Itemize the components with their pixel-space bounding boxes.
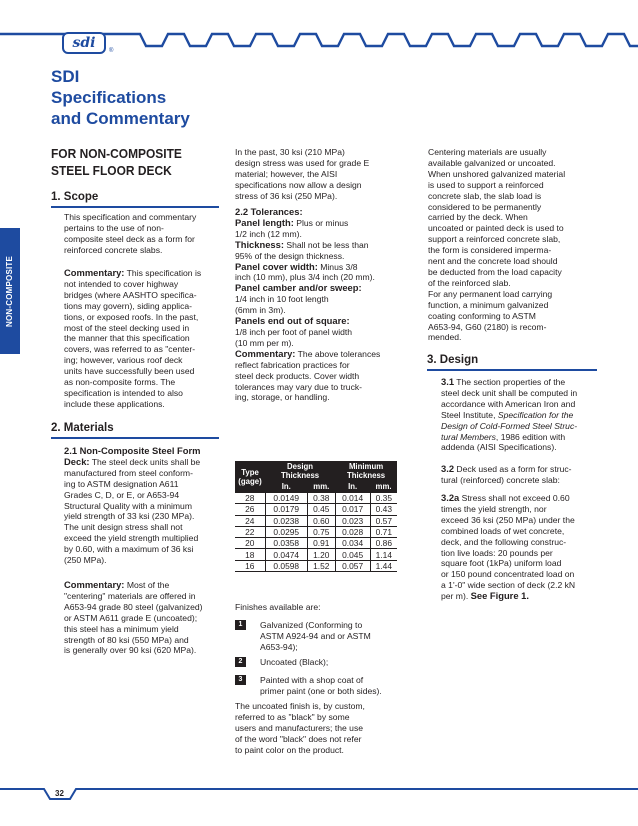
table-cell: 0.028 bbox=[335, 526, 370, 537]
table-row bbox=[235, 560, 397, 571]
table-cell: 0.71 bbox=[370, 526, 397, 537]
table-cell: 24 bbox=[235, 515, 265, 526]
table-cell: 0.034 bbox=[335, 538, 370, 549]
table-subheader: In. bbox=[265, 481, 307, 493]
table-cell: 0.0598 bbox=[265, 560, 307, 571]
table-cell: 0.57 bbox=[370, 515, 397, 526]
table-row bbox=[235, 515, 397, 526]
table-row bbox=[235, 493, 397, 504]
table-cell: 22 bbox=[235, 526, 265, 537]
right-intro: Centering materials are usually available galvanized or uncoated. When unshored galvanized material is used to support a reinforced concrete slab, the slab load is considered to be permanently carried by the deck. When uncoated or painted deck is used to support a reinforced concrete slab, the form is considered imperma- nent and the concrete load should be deducted from the load capacity of the reinforced slab. For any permanent load carrying function, a minimum galvanized coating conforming to ASTM A653-94, G60 (2180) is recom- mended. bbox=[428, 147, 566, 343]
table-header-design: Design Thickness bbox=[265, 461, 335, 481]
finish-item: Galvanized (Conforming to ASTM A924-94 and or ASTM A653-94); bbox=[260, 620, 371, 652]
materials-commentary: Commentary: Most of the "centering" materials are offered in A653-94 grade 80 steel (galvanized) or ASTM A611 grade E (uncoated); this steel has a minimum yield strength of 80 ksi (550 MPa) and is generally over 90 ksi (620 MPa). bbox=[64, 579, 203, 656]
design-31: 3.1 The section properties of the steel deck unit shall be computed in accordance with American Iron and Steel Institute, Specification for the Design of Cold-Formed Steel Struc- tural Members, 1986 edition with addenda (AISI Specifications). bbox=[441, 376, 578, 453]
table-cell: 0.0149 bbox=[265, 493, 307, 504]
page-subtitle: FOR NON-COMPOSITE STEEL FLOOR DECK bbox=[51, 146, 182, 178]
table-cell: 20 bbox=[235, 538, 265, 549]
design-32a: 3.2a Stress shall not exceed 0.60 times the yield strength, nor exceed 36 ksi (250 MPa) under the combined loads of wet concrete, deck, and the following construc- tion live loads: 20 pounds per square foot (1kPa) uniform load or 150 pound concentrated load on a 1'-0" wide section of deck (2.2 kN per m). See Figure 1. bbox=[441, 492, 576, 602]
table-cell: 1.20 bbox=[307, 549, 335, 560]
table-cell: 16 bbox=[235, 560, 265, 571]
table-row bbox=[235, 549, 397, 560]
thickness-table bbox=[235, 461, 397, 572]
materials-text: 2.1 Non-Composite Steel Form Deck: The steel deck units shall be manufactured from steel conform- ing to ASTM designation A611 Grades C, D, or E, or A653-94 Structural Quality with a minimum yield strength of 33 ksi (230 MPa). The unit design stress shall not exceed the yield strength multiplied by 0.60, with a maximum of 36 ksi (250 MPa). bbox=[64, 445, 201, 566]
table-cell: 28 bbox=[235, 493, 265, 504]
table-cell: 0.35 bbox=[370, 493, 397, 504]
table-cell: 1.52 bbox=[307, 560, 335, 571]
page-title: SDI Specifications and Commentary bbox=[51, 67, 190, 128]
table-cell: 0.023 bbox=[335, 515, 370, 526]
scope-commentary: Commentary: This specification is not intended to cover highway bridges (where AASHTO specifica- tions may govern), siding applica- tions, or exposed roofs. In the past, most of the steel decking used in the manner that this specification covers, was referred to as "center- ing; however, various roof deck units have successfully been used as non-composite forms. The specification is intended to also include these applications. bbox=[64, 267, 202, 409]
table-cell: 0.0358 bbox=[265, 538, 307, 549]
table-cell: 0.0238 bbox=[265, 515, 307, 526]
table-cell: 0.91 bbox=[307, 538, 335, 549]
table-subheader: In. bbox=[335, 481, 370, 493]
finish-number-badge: 3 bbox=[235, 675, 246, 685]
page-number: 32 bbox=[55, 789, 64, 798]
table-row bbox=[235, 538, 397, 549]
design-heading: 3. Design bbox=[427, 354, 479, 366]
table-cell: 0.0295 bbox=[265, 526, 307, 537]
table-body bbox=[235, 493, 397, 572]
footer-rule-icon bbox=[0, 787, 638, 801]
table-cell: 0.60 bbox=[307, 515, 335, 526]
scope-text: This specification and commentary pertains to the use of non- composite steel deck as a form for reinforced concrete slabs. bbox=[64, 212, 197, 255]
table-cell: 0.0474 bbox=[265, 549, 307, 560]
registered-mark: ® bbox=[109, 48, 114, 54]
table-cell: 0.045 bbox=[335, 549, 370, 560]
scope-heading: 1. Scope bbox=[51, 191, 99, 203]
scope-rule bbox=[51, 206, 219, 208]
finish-item: Painted with a shop coat of primer paint (one or both sides). bbox=[260, 675, 382, 696]
table-cell: 0.017 bbox=[335, 504, 370, 515]
design-32: 3.2 Deck used as a form for struc- tural (reinforced) concrete slab: bbox=[441, 463, 572, 485]
table-cell: 0.0179 bbox=[265, 504, 307, 515]
table-cell: 0.057 bbox=[335, 560, 370, 571]
table-cell: 1.14 bbox=[370, 549, 397, 560]
table-cell: 0.38 bbox=[307, 493, 335, 504]
table-cell: 26 bbox=[235, 504, 265, 515]
table-row bbox=[235, 504, 397, 515]
table-subheader: mm. bbox=[370, 481, 397, 493]
materials-heading: 2. Materials bbox=[51, 422, 114, 434]
finishes-intro: Finishes available are: bbox=[235, 602, 321, 612]
sdi-logo: sdi bbox=[62, 32, 106, 54]
side-tab-label: NON-COMPOSITE bbox=[5, 255, 15, 327]
table-cell: 0.43 bbox=[370, 504, 397, 515]
design-rule bbox=[427, 369, 597, 371]
table-header-type: Type (gage) bbox=[235, 461, 265, 493]
table-cell: 18 bbox=[235, 549, 265, 560]
table-cell: 0.86 bbox=[370, 538, 397, 549]
finish-number-badge: 1 bbox=[235, 620, 246, 630]
table-cell: 0.75 bbox=[307, 526, 335, 537]
materials-rule bbox=[51, 437, 219, 439]
table-cell: 0.45 bbox=[307, 504, 335, 515]
tolerances-block: 2.2 Tolerances: Panel length: Plus or minus 1/2 inch (12 mm). Thickness: Shall not be less than 95% of the design thickness. Panel cover width: Minus 3/8 inch (10 mm), plus 3/4 inch (20 mm). Panel camber and/or sweep: 1/4 inch in 10 foot length (6mm in 3m). Panels end out of square: 1/8 inch per foot of panel width (10 mm per m). Commentary: The above tolerances reflect fabrication practices for steel deck products. Cover width tolerances may vary due to truck- ing, storage, or handling. bbox=[235, 206, 381, 403]
table-header-minimum: Minimum Thickness bbox=[335, 461, 397, 481]
table-cell: 0.014 bbox=[335, 493, 370, 504]
middle-intro: In the past, 30 ksi (210 MPa) design stress was used for grade E material; however, the AISI specifications now allow a design stress of 36 ksi (250 MPa). bbox=[235, 147, 370, 201]
uncoated-text: The uncoated finish is, by custom, referred to as "black" by some users and manufacturers; the use of the word "black" does not refer to paint color on the product. bbox=[235, 701, 365, 755]
table-row bbox=[235, 526, 397, 537]
table-subheader: mm. bbox=[307, 481, 335, 493]
finish-number-badge: 2 bbox=[235, 657, 246, 667]
finish-item: Uncoated (Black); bbox=[260, 657, 329, 667]
table-cell: 1.44 bbox=[370, 560, 397, 571]
